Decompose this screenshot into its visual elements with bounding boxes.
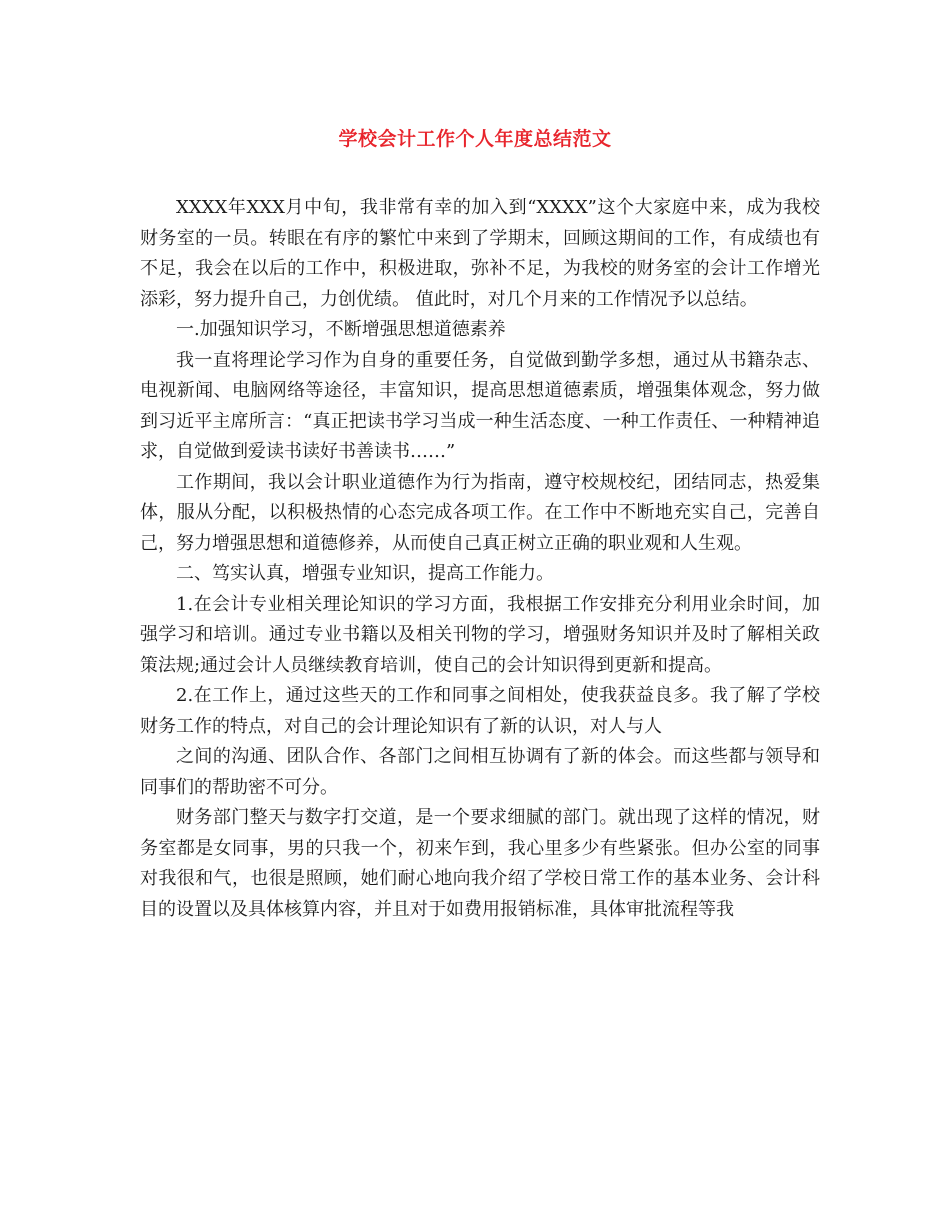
paragraph-intro: XXXX年XXX月中旬，我非常有幸的加入到“XXXX”这个大家庭中来，成为我校财务室的一员。转眼在有序的繁忙中来到了学期末，回顾这期间的工作，有成绩也有不足，我会在以后的工作中，积极进取，弥补不足，为我校的财务室的会计工作增光添彩，努力提升自己，力创优绩。 值此时，对几个月来的工作情况予以总结。 xyxy=(140,197,820,310)
section-heading-2: 二、笃实认真，增强专业知识，提高工作能力。 xyxy=(176,563,554,584)
paragraph-point-2: 2.在工作上，通过这些天的工作和同事之间相处，使我获益良多。我了解了学校财务工作的特点，对自己的会计理论知识有了新的认识，对人与人 xyxy=(140,685,820,737)
paragraph-study: 我一直将理论学习作为自身的重要任务，自觉做到勤学多想，通过从书籍杂志、电视新闻、电脑网络等途径，丰富知识，提高思想道德素质，增强集体观念，努力做到习近平主席所言：“真正把读书学习当成一种生活态度、一种工作责任、一种精神追求，自觉做到爱读书读好书善读书……” xyxy=(140,349,820,462)
document-title: 学校会计工作个人年度总结范文 xyxy=(338,128,612,150)
section-heading-1: 一.加强知识学习，不断增强思想道德素养 xyxy=(176,319,506,340)
paragraph-finance-dept: 财务部门整天与数字打交道，是一个要求细腻的部门。就出现了这样的情况，财务室都是女同事，男的只我一个，初来乍到，我心里多少有些紧张。但办公室的同事对我很和气，也很是照顾，她们耐心地向我介绍了学校日常工作的基本业务、会计科目的设置以及具体核算内容，并且对于如费用报销标准，具体审批流程等我 xyxy=(140,807,820,920)
paragraph-point-2-cont: 之间的沟通、团队合作、各部门之间相互协调有了新的体会。而这些都与领导和同事们的帮助密不可分。 xyxy=(140,746,820,798)
paragraph-ethics: 工作期间，我以会计职业道德作为行为指南，遵守校规校纪，团结同志，热爱集体，服从分配，以积极热情的心态完成各项工作。在工作中不断地充实自己，完善自己，努力增强思想和道德修养，从而使自己真正树立正确的职业观和人生观。 xyxy=(140,471,820,554)
document-body xyxy=(140,193,820,925)
paragraph-point-1: 1.在会计专业相关理论知识的学习方面，我根据工作安排充分利用业余时间，加强学习和培训。通过专业书籍以及相关刊物的学习，增强财务知识并及时了解相关政策法规;通过会计人员继续教育培训，使自己的会计知识得到更新和提高。 xyxy=(140,593,820,676)
